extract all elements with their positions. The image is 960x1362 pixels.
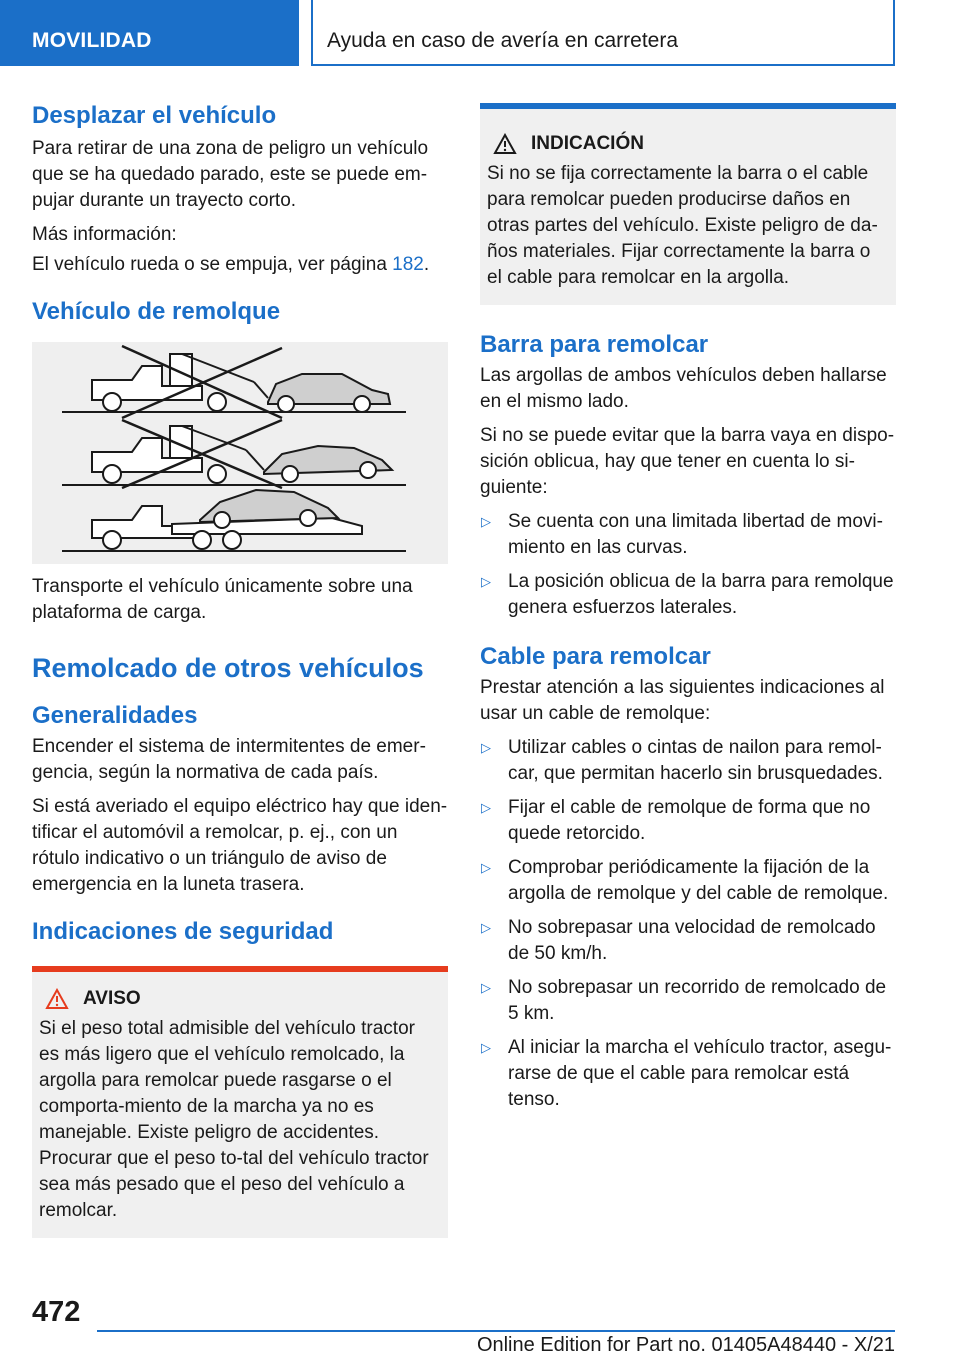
general-text-1: Encender el sistema de intermitentes de emer‐gencia, según la normativa de cada país. xyxy=(32,736,426,783)
section-tab: MOVILIDAD xyxy=(0,0,299,66)
move-vehicle-heading: Desplazar el vehículo xyxy=(32,102,277,129)
page-reference-text: El vehículo rueda o se empuja, ver página xyxy=(32,254,393,275)
page-reference-end: . xyxy=(423,254,430,275)
list-item: ▷ Comprobar periódicamente la fijación de la argolla de remolque y del cable de remolque. xyxy=(480,855,896,907)
tow-cable-heading: Cable para remolcar xyxy=(480,643,711,670)
tow-cable-list xyxy=(480,735,896,1113)
triangle-right-icon: ▷ xyxy=(481,920,491,935)
page-reference xyxy=(32,252,448,278)
list-item: ▷ No sobrepasar una velocidad de remolcado de 50 km/h. xyxy=(480,915,896,967)
note-title-row xyxy=(487,131,886,157)
tow-bar-text-1: Las argollas de ambos vehículos deben hallarse en el mismo lado. xyxy=(480,365,887,412)
more-info-label: Más información: xyxy=(32,224,177,245)
footer-divider xyxy=(97,1330,895,1332)
right-column xyxy=(480,103,896,1113)
warning-box xyxy=(32,966,448,1238)
tow-bar-heading: Barra para remolcar xyxy=(480,331,709,358)
tow-bar-list xyxy=(480,509,896,621)
figure-caption: Transporte el vehículo únicamente sobre una plataforma de carga. xyxy=(32,576,413,623)
warning-text: Si el peso total admisible del vehículo tractor es más ligero que el vehículo remolcado, la argolla para remolcar puede rasgarse o el comporta‐miento de la marcha ya no es manejable. Existe peligro de accidentes. Procurar que el peso to‐tal del vehículo tractor sea más pesado que el peso del vehículo a remolcar. xyxy=(39,1018,429,1221)
triangle-right-icon: ▷ xyxy=(481,800,491,815)
towing-illustration xyxy=(32,342,448,564)
warning-triangle-icon xyxy=(45,988,69,1010)
triangle-right-icon: ▷ xyxy=(481,980,491,995)
tow-others-heading: Remolcado de otros vehículos xyxy=(32,653,424,683)
move-vehicle-text: Para retirar de una zona de peligro un vehículo que se ha quedado parado, este se puede em‐pujar durante un trayecto corto. xyxy=(32,138,429,211)
warning-title: AVISO xyxy=(83,988,141,1009)
page-reference-link[interactable]: 182 xyxy=(392,254,424,275)
chapter-title: Ayuda en caso de avería en carretera xyxy=(311,0,895,66)
general-text-2: Si está averiado el equipo eléctrico hay que iden‐tificar el automóvil a remolcar, p. ej., con un rótulo indicativo o un triángulo de aviso de emergencia en la luneta trasera. xyxy=(32,796,448,895)
caution-triangle-icon xyxy=(493,133,517,155)
note-title: INDICACIÓN xyxy=(531,133,644,154)
triangle-right-icon: ▷ xyxy=(481,860,491,875)
note-text: Si no se fija correctamente la barra o el cable para remolcar pueden producirse daños en otras partes del vehículo. Existe peligro de da‐ños materiales. Fijar correctamente la barra o el cable para remolcar en la argolla. xyxy=(487,163,878,288)
list-item: ▷ No sobrepasar un recorrido de remolcado de 5 km. xyxy=(480,975,896,1027)
general-heading: Generalidades xyxy=(32,702,198,729)
note-box xyxy=(480,103,896,305)
warning-title-row xyxy=(39,986,438,1012)
list-item: ▷ Se cuenta con una limitada libertad de movi‐miento en las curvas. xyxy=(480,509,896,561)
tow-vehicle-heading: Vehículo de remolque xyxy=(32,298,281,325)
list-item: ▷ Utilizar cables o cintas de nailon para remol‐car, que permitan hacerlo sin brusquedades. xyxy=(480,735,896,787)
list-item: ▷ La posición oblicua de la barra para remolque genera esfuerzos laterales. xyxy=(480,569,896,621)
triangle-right-icon: ▷ xyxy=(481,514,491,529)
edition-note: Online Edition for Part no. 01405A48440 - X/21 xyxy=(476,1334,895,1356)
safety-heading: Indicaciones de seguridad xyxy=(32,918,334,945)
towing-diagram-graphic xyxy=(32,342,448,564)
list-item: ▷ Al iniciar la marcha el vehículo tractor, asegu‐rarse de que el cable para remolcar está tenso. xyxy=(480,1035,896,1113)
list-item: ▷ Fijar el cable de remolque de forma que no quede retorcido. xyxy=(480,795,896,847)
triangle-right-icon: ▷ xyxy=(481,740,491,755)
triangle-right-icon: ▷ xyxy=(481,574,491,589)
tow-cable-text: Prestar atención a las siguientes indicaciones al usar un cable de remolque: xyxy=(480,677,885,724)
left-column xyxy=(32,100,448,1238)
tow-bar-text-2: Si no se puede evitar que la barra vaya en dispo‐sición oblicua, hay que tener en cuenta lo si‐guiente: xyxy=(480,425,895,498)
page-number: 472 xyxy=(32,1296,81,1328)
triangle-right-icon: ▷ xyxy=(481,1040,491,1055)
